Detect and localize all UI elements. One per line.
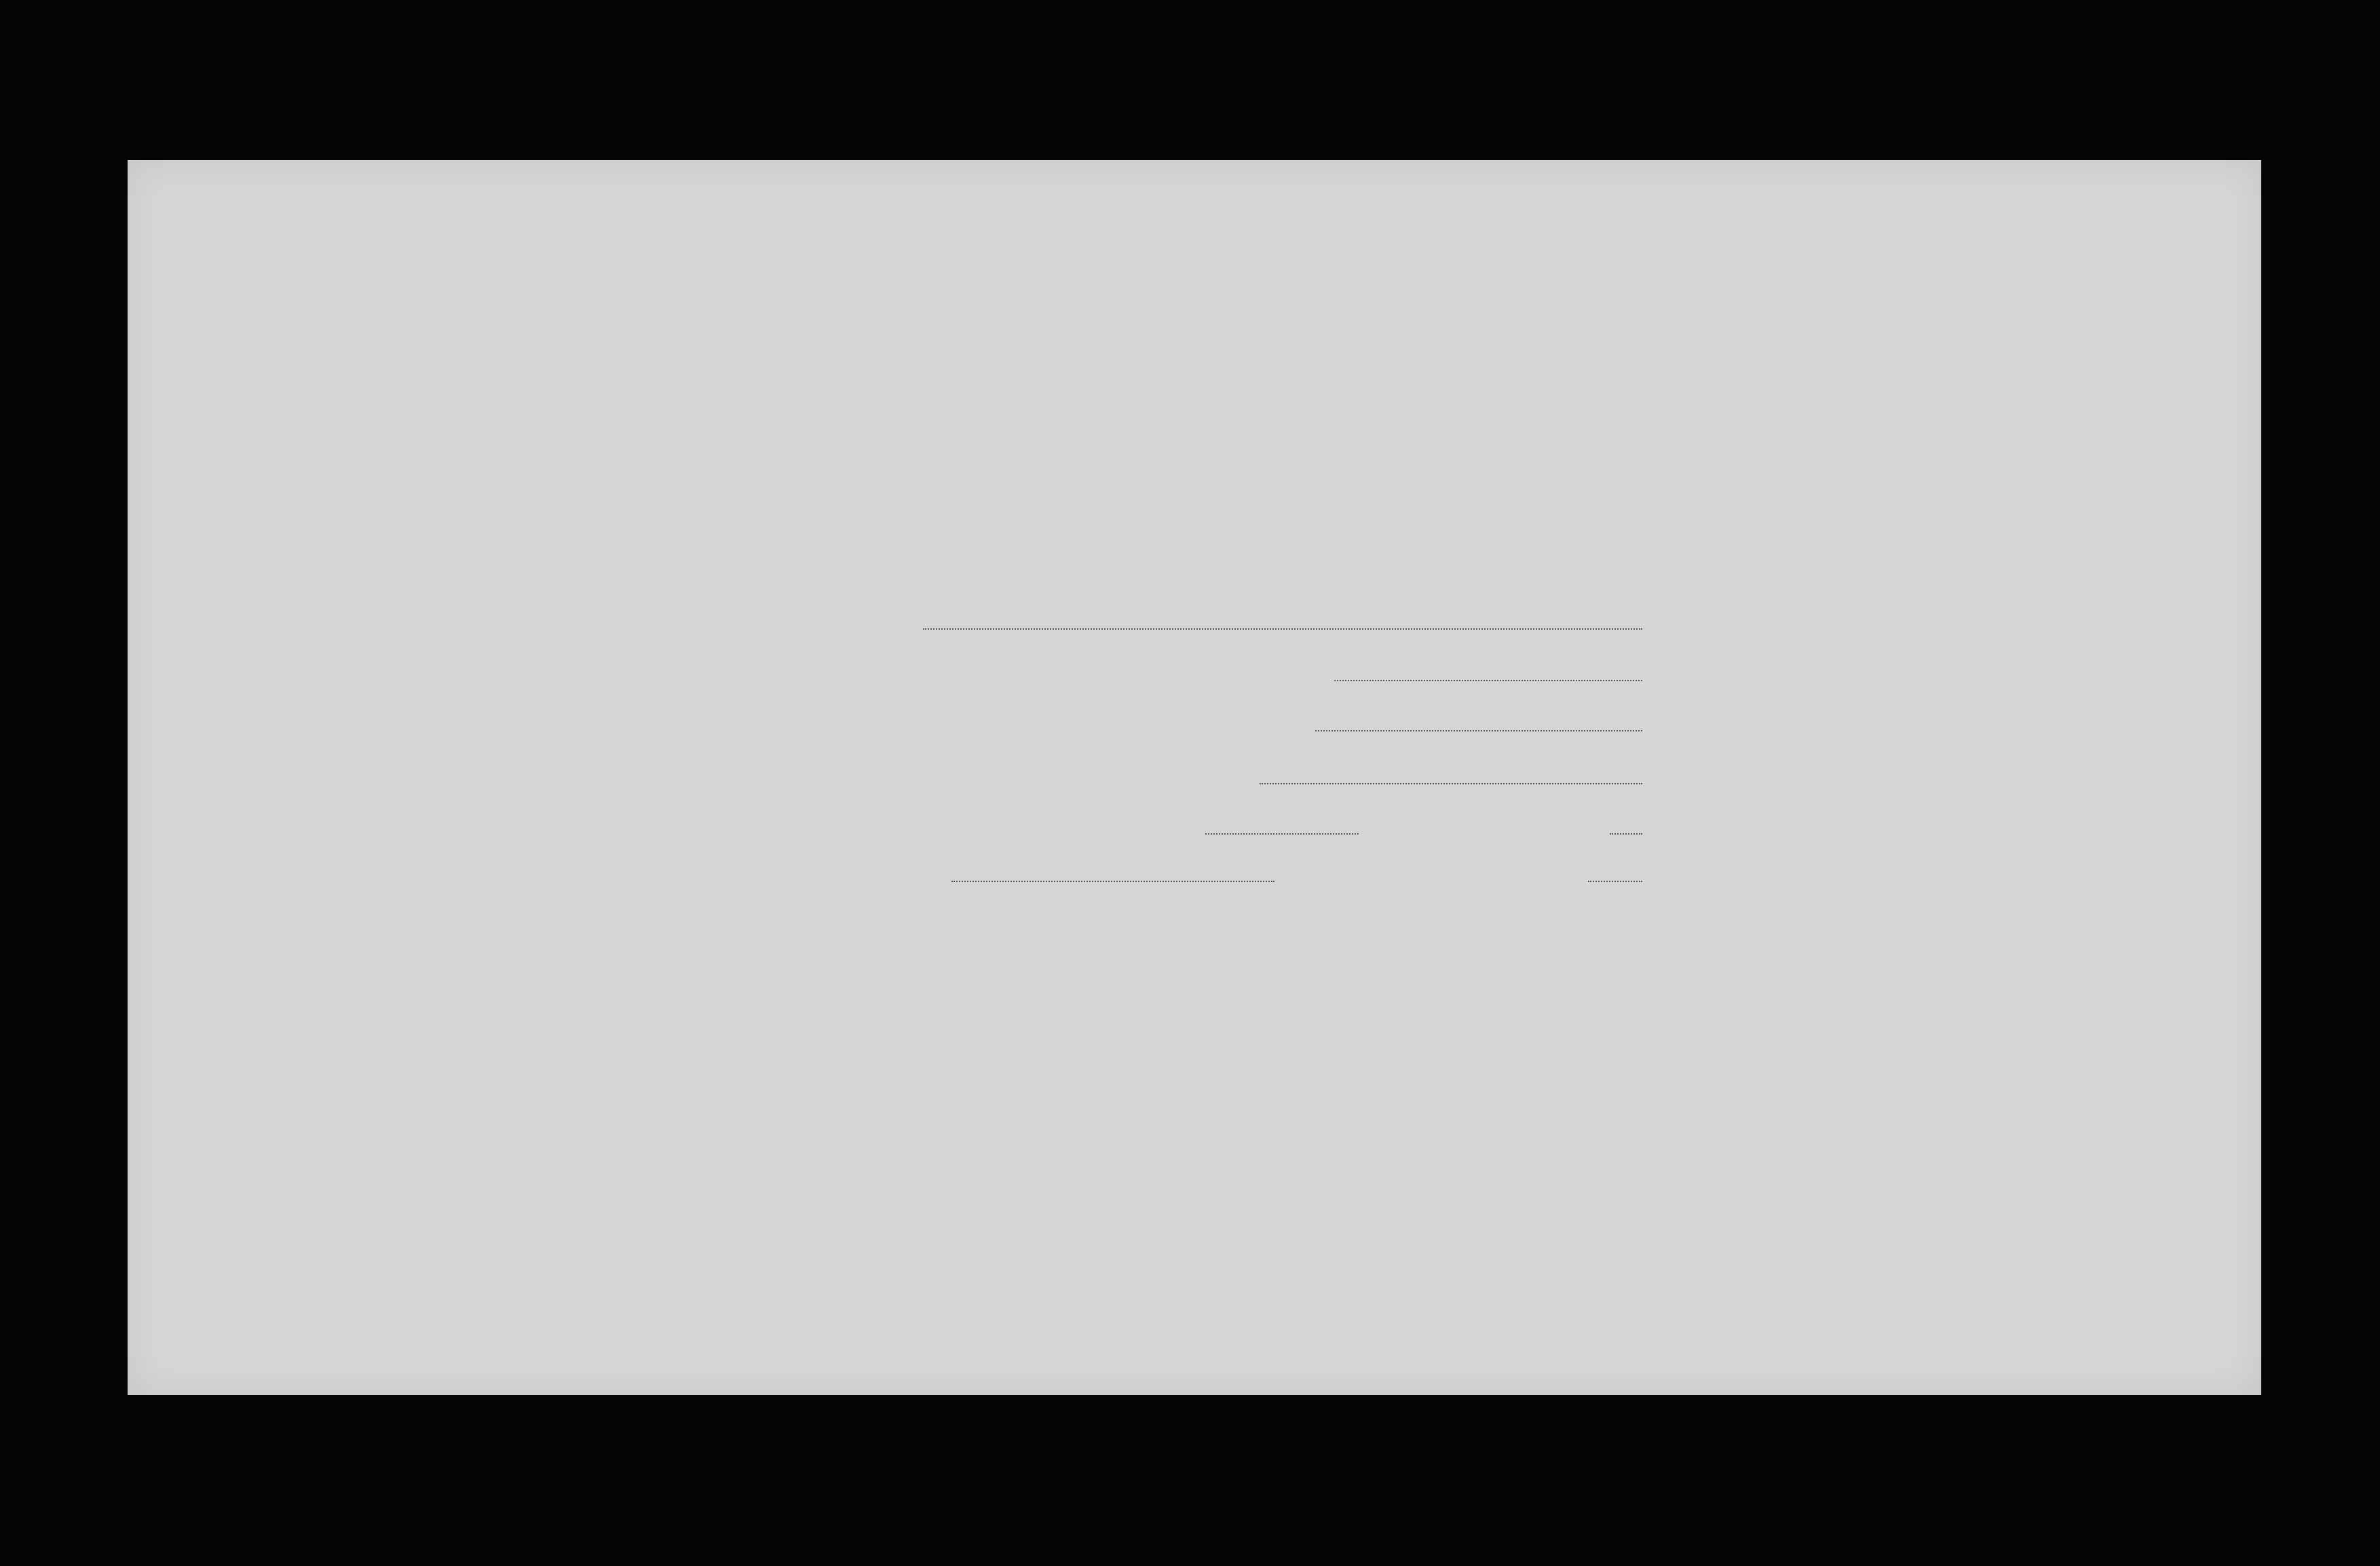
group-nadel [149,1123,176,1225]
group-vne [149,1227,176,1329]
population-vertical-title [1726,516,1760,923]
census-card [128,160,2261,1395]
hired-vertical-title [479,643,509,1064]
